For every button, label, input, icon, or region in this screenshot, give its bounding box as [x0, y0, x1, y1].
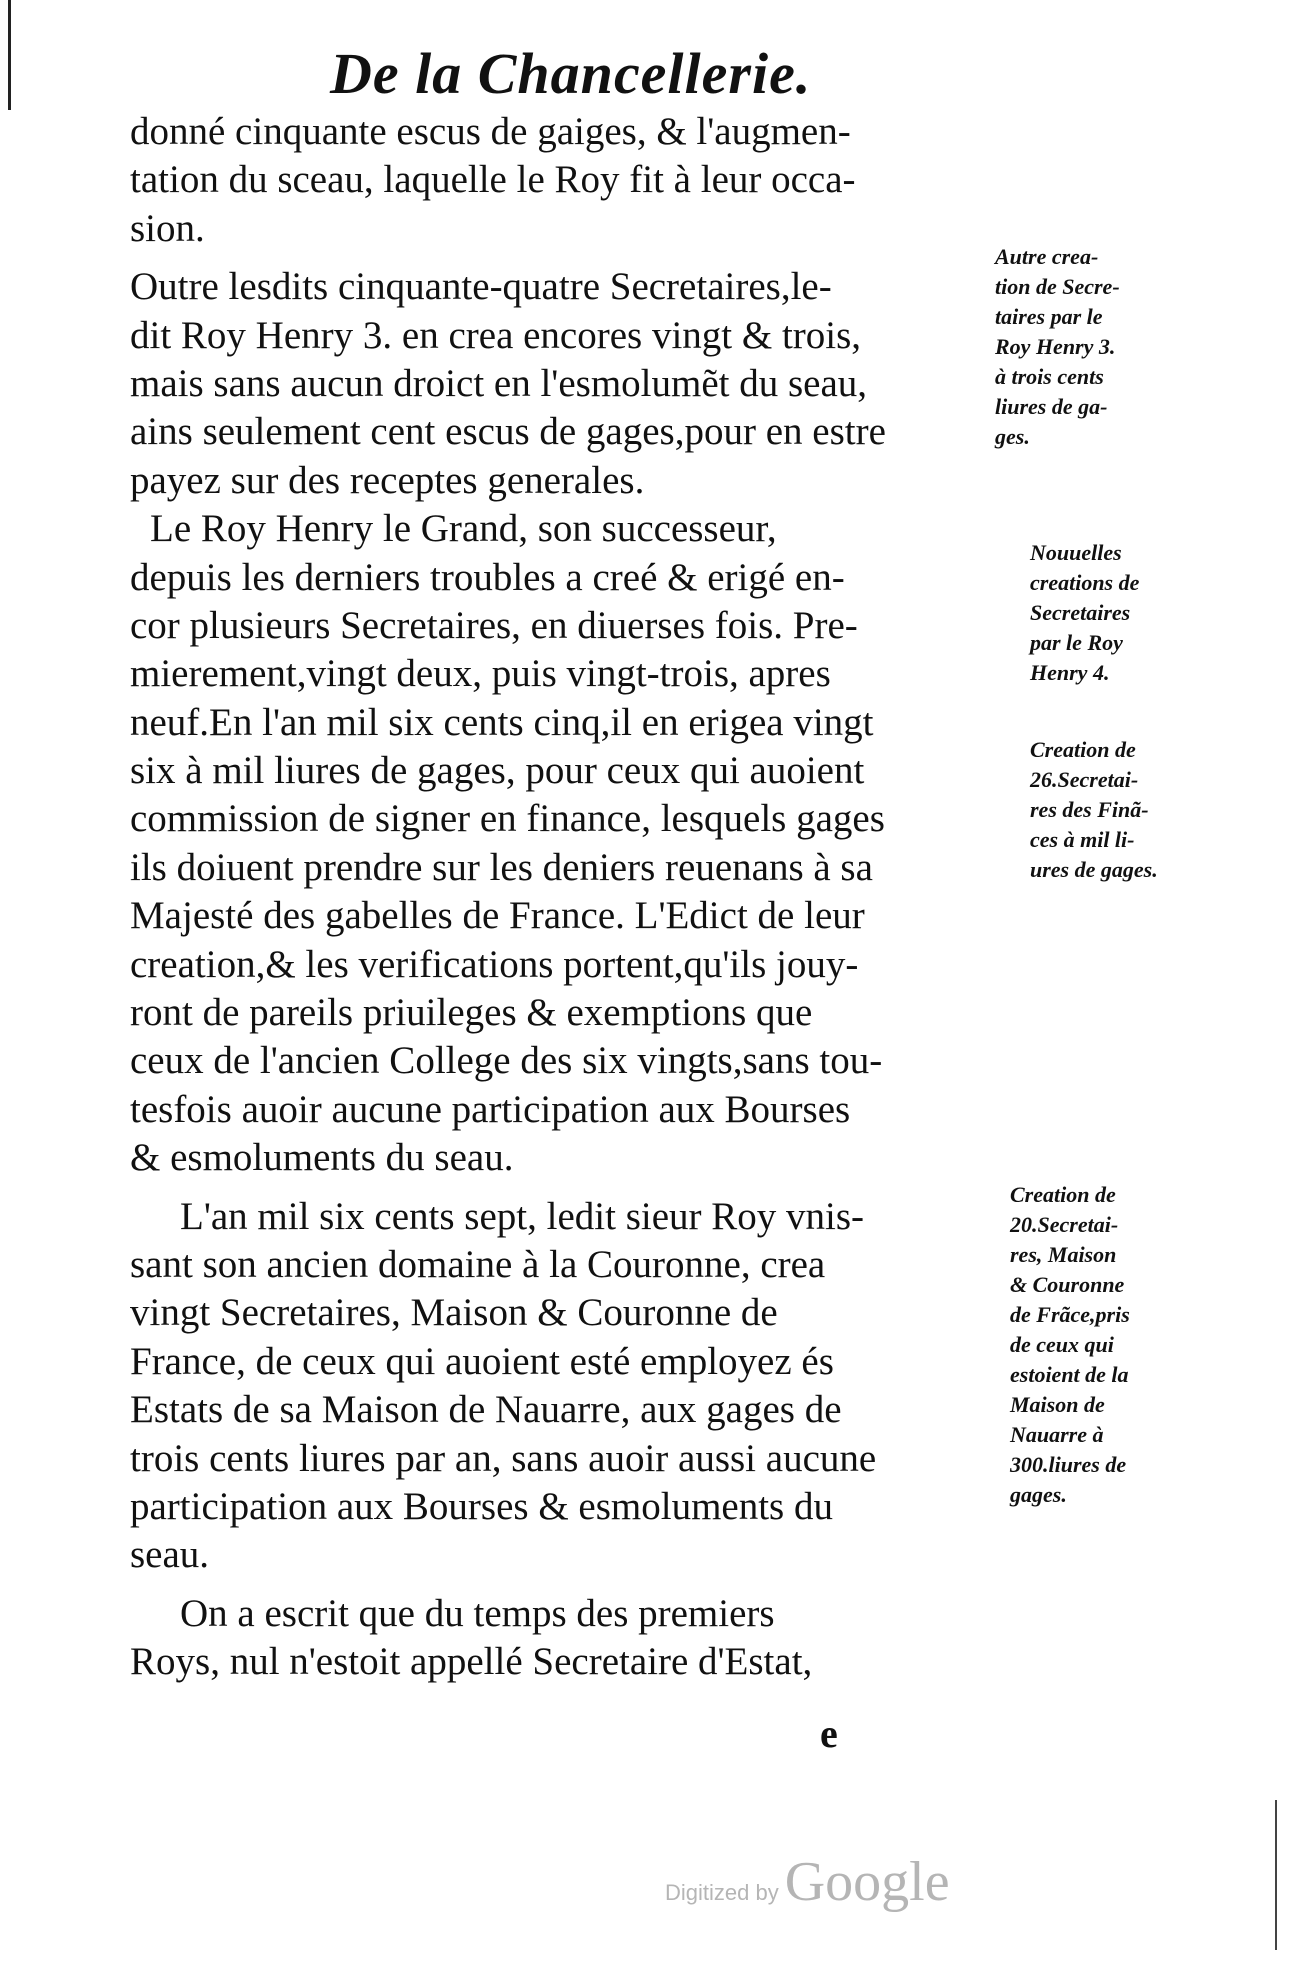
text-line: vingt Secretaires, Maison & Couronne de — [130, 1291, 778, 1335]
text-line: Outre lesdits cinquante-quatre Secretaires,le- — [130, 265, 832, 309]
text-line: ils doiuent prendre sur les deniers reuenans à sa — [130, 845, 873, 889]
margin-note-line: Nauarre à — [1010, 1422, 1104, 1447]
text-line: mierement,vingt deux, puis vingt-trois, apres — [130, 652, 831, 696]
margin-note-line: ges. — [995, 424, 1030, 449]
text-line: cor plusieurs Secretaires, en diuerses fois. Pre- — [130, 603, 858, 647]
margin-note-line: Nouuelles — [1030, 540, 1122, 565]
text-line: ront de pareils priuileges & exemptions que — [130, 991, 813, 1035]
margin-note-line: ures de gages. — [1030, 857, 1158, 882]
text-line: tesfois auoir aucune participation aux Bourses — [130, 1087, 851, 1131]
text-line: ains seulement cent escus de gages,pour en estre — [130, 410, 886, 454]
paragraph-gap — [130, 1580, 990, 1590]
margin-note-line: Creation de — [1010, 1182, 1116, 1207]
text-line: seau. — [130, 1533, 210, 1577]
text-line: participation aux Bourses & esmoluments du — [130, 1484, 833, 1528]
text-line: creation,& les verifications portent,qu'ils jouy- — [130, 942, 859, 986]
margin-note-line: 20.Secretai- — [1010, 1212, 1119, 1237]
margin-note-line: res des Finã- — [1030, 797, 1149, 822]
text-line: France, de ceux qui auoient esté employez és — [130, 1339, 834, 1383]
text-line: dit Roy Henry 3. en crea encores vingt & trois, — [130, 313, 862, 357]
margin-note-line: ces à mil li- — [1030, 827, 1135, 852]
text-line: commission de signer en finance, lesquels gages — [130, 797, 885, 841]
watermark-prefix: Digitized by — [665, 1880, 779, 1905]
margin-note-line: de ceux qui — [1010, 1332, 1114, 1357]
margin-note-line: estoient de la — [1010, 1362, 1129, 1387]
margin-note-line: à trois cents — [995, 364, 1104, 389]
text-line: & esmoluments du seau. — [130, 1136, 514, 1180]
text-line: Roys, nul n'estoit appellé Secretaire d'Estat, — [130, 1640, 813, 1684]
text-line: On a escrit que du temps des premiers — [180, 1591, 775, 1635]
margin-note — [995, 242, 1175, 452]
text-line: depuis les derniers troubles a creé & erigé en- — [130, 555, 845, 599]
text-line: Estats de sa Maison de Nauarre, aux gages de — [130, 1388, 842, 1432]
margin-note-line: & Couronne — [1010, 1272, 1125, 1297]
text-line: ceux de l'ancien College des six vingts,sans tou- — [130, 1039, 883, 1083]
margin-note-line: Autre crea- — [995, 244, 1099, 269]
margin-note-line: 26.Secretai- — [1030, 767, 1139, 792]
margin-note-line: Secretaires — [1030, 600, 1131, 625]
text-line: neuf.En l'an mil six cents cinq,il en erigea vingt — [130, 700, 874, 744]
margin-note-line: 300.liures de — [1010, 1452, 1127, 1477]
margin-note — [1030, 735, 1210, 885]
text-line: tation du sceau, laquelle le Roy fit à leur occa- — [130, 158, 856, 202]
margin-note-line: taires par le — [995, 304, 1103, 329]
margin-note-line: par le Roy — [1030, 630, 1123, 655]
text-line: sion. — [130, 206, 205, 250]
margin-note — [1010, 1180, 1190, 1510]
text-line: mais sans aucun droict en l'esmolumẽt du seau, — [130, 361, 868, 405]
text-line: donné cinquante escus de gaiges, & l'augmen- — [130, 110, 851, 153]
text-line: six à mil liures de gages, pour ceux qui auoient — [130, 749, 865, 793]
margin-note-line: tion de Secre- — [995, 274, 1120, 299]
paragraph-gap — [130, 253, 990, 263]
watermark-brand: Google — [784, 1851, 950, 1913]
margin-note-line: res, Maison — [1010, 1242, 1117, 1267]
margin-note-line: liures de ga- — [995, 394, 1108, 419]
text-line: sant son ancien domaine à la Couronne, crea — [130, 1242, 826, 1286]
text-line: L'an mil six cents sept, ledit sieur Roy vnis- — [180, 1194, 865, 1238]
text-line: payez sur des receptes generales. — [130, 458, 645, 502]
text-line: Le Roy Henry le Grand, son successeur, — [150, 507, 777, 551]
right-edge-rule — [1275, 1800, 1277, 1950]
text-line: Majesté des gabelles de France. L'Edict de leur — [130, 894, 865, 938]
margin-note-line: Roy Henry 3. — [995, 334, 1116, 359]
paragraph-gap — [130, 1183, 990, 1193]
margin-note-line: gages. — [1010, 1482, 1067, 1507]
margin-note-line: Henry 4. — [1030, 660, 1110, 685]
digitized-by-watermark — [665, 1850, 950, 1914]
signature-mark: e — [820, 1711, 838, 1756]
left-edge-rule — [8, 0, 11, 110]
text-line: trois cents liures par an, sans auoir aussi aucune — [130, 1436, 877, 1480]
margin-note-line: Creation de — [1030, 737, 1136, 762]
margin-note-line: creations de — [1030, 570, 1140, 595]
main-text-column — [130, 108, 990, 1687]
page-title: De la Chancellerie. — [330, 41, 812, 106]
margin-note-line: Maison de — [1010, 1392, 1105, 1417]
margin-note — [1030, 538, 1210, 688]
margin-note-line: de Frãce,pris — [1010, 1302, 1130, 1327]
